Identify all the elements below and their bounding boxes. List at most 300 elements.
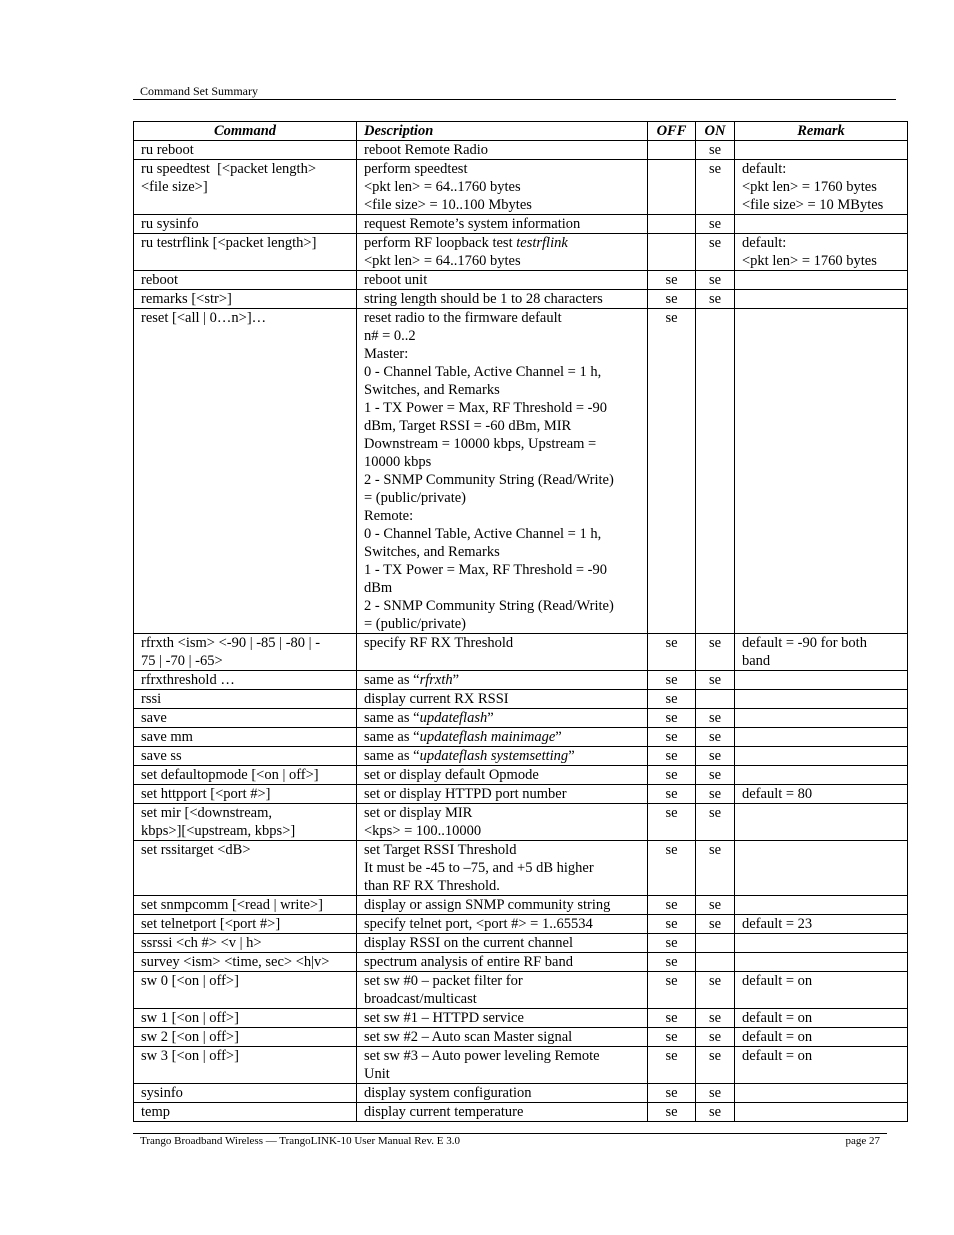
command-text: ssrssi <ch #> <v | h> — [141, 935, 262, 951]
description-text: than RF RX Threshold. — [364, 878, 500, 894]
description-text: same as “ — [364, 710, 420, 726]
description-cell — [357, 785, 648, 804]
description-text: ” — [555, 729, 562, 745]
description-text: broadcast/multicast — [364, 991, 477, 1007]
off-cell — [648, 215, 696, 234]
description-text: spectrum analysis of entire RF band — [364, 954, 573, 970]
description-line — [364, 877, 640, 895]
off-cell: se — [648, 1028, 696, 1047]
description-line — [364, 785, 640, 803]
remark-text: default: — [742, 161, 787, 177]
table-row — [134, 728, 908, 747]
description-italic-text: updateflash mainimage — [419, 729, 556, 745]
table-header-row — [134, 122, 908, 141]
description-line — [364, 525, 640, 543]
description-line — [364, 271, 640, 289]
description-text: set or display MIR — [364, 805, 473, 821]
remark-cell — [735, 634, 908, 671]
command-cell — [134, 841, 357, 896]
command-text: sysinfo — [141, 1085, 183, 1101]
description-line — [364, 1047, 640, 1065]
remark-cell — [735, 953, 908, 972]
description-cell — [357, 1103, 648, 1122]
description-cell — [357, 934, 648, 953]
footer-rule — [133, 1133, 887, 1134]
command-text: set defaultopmode [<on | off>] — [141, 767, 319, 783]
table-row — [134, 690, 908, 709]
description-line — [364, 1084, 640, 1102]
off-cell: se — [648, 271, 696, 290]
description-italic-text: updateflash systemsetting — [419, 748, 569, 764]
command-text: <file size>] — [141, 179, 208, 195]
description-cell — [357, 747, 648, 766]
description-line — [364, 579, 640, 597]
description-text: set sw #2 – Auto scan Master signal — [364, 1029, 573, 1045]
on-cell — [696, 953, 735, 972]
command-text: reboot — [141, 272, 179, 288]
description-line — [364, 1028, 640, 1046]
remark-cell — [735, 1103, 908, 1122]
table-row — [134, 141, 908, 160]
description-line — [364, 399, 640, 417]
description-text: Remote: — [364, 508, 414, 524]
command-text: ru sysinfo — [141, 216, 199, 232]
description-text: string length should be 1 to 28 characters — [364, 291, 603, 307]
on-cell — [696, 934, 735, 953]
off-cell: se — [648, 747, 696, 766]
description-cell — [357, 160, 648, 215]
description-line — [364, 1065, 640, 1083]
command-cell — [134, 915, 357, 934]
table-row — [134, 766, 908, 785]
command-cell — [134, 934, 357, 953]
remark-cell — [735, 728, 908, 747]
command-cell — [134, 1009, 357, 1028]
remark-cell — [735, 271, 908, 290]
command-cell — [134, 215, 357, 234]
remark-cell — [735, 160, 908, 215]
description-line — [364, 160, 640, 178]
description-line — [364, 953, 640, 971]
description-cell — [357, 1084, 648, 1103]
command-cell — [134, 1103, 357, 1122]
description-cell — [357, 234, 648, 271]
description-text: perform RF loopback test — [364, 235, 517, 251]
description-line — [364, 489, 640, 507]
command-text: ru reboot — [141, 142, 194, 158]
off-cell: se — [648, 671, 696, 690]
command-text: kbps>][<upstream, kbps>] — [141, 823, 296, 839]
description-cell — [357, 290, 648, 309]
table-row — [134, 915, 908, 934]
description-line — [364, 597, 640, 615]
footer-manual-title: Trango Broadband Wireless — TrangoLINK-10 User Manual Rev. E 3.0 — [140, 1135, 460, 1147]
table-row — [134, 1103, 908, 1122]
table-row — [134, 841, 908, 896]
description-text: dBm, Target RSSI = -60 dBm, MIR — [364, 418, 572, 434]
description-line — [364, 543, 640, 561]
column-header-remark: Remark — [735, 122, 908, 141]
remark-cell — [735, 915, 908, 934]
command-cell — [134, 671, 357, 690]
description-line — [364, 417, 640, 435]
column-header-on: ON — [696, 122, 735, 141]
description-line — [364, 141, 640, 159]
description-cell — [357, 671, 648, 690]
remark-cell — [735, 972, 908, 1009]
description-line — [364, 345, 640, 363]
description-text: = (public/private) — [364, 490, 466, 506]
command-cell — [134, 271, 357, 290]
description-text: dBm — [364, 580, 393, 596]
remark-text: default: — [742, 235, 787, 251]
off-cell: se — [648, 1084, 696, 1103]
command-cell — [134, 728, 357, 747]
description-cell — [357, 972, 648, 1009]
remark-cell — [735, 709, 908, 728]
off-cell — [648, 234, 696, 271]
off-cell: se — [648, 1047, 696, 1084]
on-cell: se — [696, 709, 735, 728]
description-text: = (public/private) — [364, 616, 466, 632]
description-text: <pkt len> = 64..1760 bytes — [364, 179, 521, 195]
table-row — [134, 290, 908, 309]
on-cell: se — [696, 896, 735, 915]
off-cell: se — [648, 896, 696, 915]
description-cell — [357, 953, 648, 972]
command-cell — [134, 634, 357, 671]
description-text: set or display HTTPD port number — [364, 786, 567, 802]
command-cell — [134, 804, 357, 841]
command-text: set httpport [<port #>] — [141, 786, 271, 802]
description-cell — [357, 841, 648, 896]
description-cell — [357, 915, 648, 934]
description-line — [364, 972, 640, 990]
description-text: 2 - SNMP Community String (Read/Write) — [364, 598, 614, 614]
description-text: It must be -45 to –75, and +5 dB higher — [364, 860, 594, 876]
on-cell: se — [696, 215, 735, 234]
description-text: request Remote’s system information — [364, 216, 581, 232]
off-cell: se — [648, 709, 696, 728]
on-cell: se — [696, 271, 735, 290]
description-line — [364, 896, 640, 914]
description-text: reset radio to the firmware default — [364, 310, 562, 326]
description-line — [364, 561, 640, 579]
on-cell: se — [696, 747, 735, 766]
command-cell — [134, 709, 357, 728]
remark-cell — [735, 766, 908, 785]
command-text: save ss — [141, 748, 182, 764]
description-text: Master: — [364, 346, 409, 362]
on-cell — [696, 309, 735, 634]
command-cell — [134, 234, 357, 271]
description-text: 2 - SNMP Community String (Read/Write) — [364, 472, 614, 488]
description-line — [364, 1103, 640, 1121]
remark-cell — [735, 747, 908, 766]
description-text: same as “ — [364, 729, 420, 745]
remark-cell — [735, 690, 908, 709]
off-cell: se — [648, 634, 696, 671]
off-cell: se — [648, 972, 696, 1009]
description-text: <pkt len> = 64..1760 bytes — [364, 253, 521, 269]
description-line — [364, 215, 640, 233]
remark-cell — [735, 841, 908, 896]
off-cell — [648, 160, 696, 215]
table-row — [134, 953, 908, 972]
description-text: set or display default Opmode — [364, 767, 539, 783]
remark-cell — [735, 671, 908, 690]
description-line — [364, 804, 640, 822]
description-text: ” — [487, 710, 494, 726]
description-line — [364, 915, 640, 933]
description-text: 0 - Channel Table, Active Channel = 1 h, — [364, 364, 602, 380]
on-cell: se — [696, 841, 735, 896]
off-cell: se — [648, 766, 696, 785]
remark-cell — [735, 896, 908, 915]
on-cell: se — [696, 785, 735, 804]
off-cell: se — [648, 309, 696, 634]
remark-cell — [735, 1047, 908, 1084]
description-text: <file size> = 10..100 Mbytes — [364, 197, 532, 213]
table-row — [134, 804, 908, 841]
on-cell: se — [696, 1009, 735, 1028]
command-text: sw 0 [<on | off>] — [141, 973, 239, 989]
on-cell: se — [696, 290, 735, 309]
remark-text: <file size> = 10 MBytes — [742, 197, 884, 213]
footer-page-number: page 27 — [845, 1135, 880, 1147]
command-text: sw 2 [<on | off>] — [141, 1029, 239, 1045]
remark-cell — [735, 785, 908, 804]
remark-text: default = 23 — [742, 916, 813, 932]
description-italic-text: rfrxth — [419, 672, 453, 688]
description-line — [364, 471, 640, 489]
command-cell — [134, 1084, 357, 1103]
table-row — [134, 634, 908, 671]
description-text: Switches, and Remarks — [364, 544, 500, 560]
table-row — [134, 271, 908, 290]
command-text: reset [<all | 0…n>]… — [141, 310, 267, 326]
command-cell — [134, 766, 357, 785]
command-text: 75 | -70 | -65> — [141, 653, 223, 669]
remark-cell — [735, 234, 908, 271]
off-cell: se — [648, 934, 696, 953]
description-line — [364, 634, 640, 652]
description-line — [364, 196, 640, 214]
command-table — [133, 121, 908, 1122]
description-line — [364, 841, 640, 859]
remark-text: <pkt len> = 1760 bytes — [742, 179, 877, 195]
remark-cell — [735, 1084, 908, 1103]
command-cell — [134, 785, 357, 804]
description-line — [364, 178, 640, 196]
description-text: same as “ — [364, 748, 420, 764]
description-cell — [357, 709, 648, 728]
command-text: set telnetport [<port #>] — [141, 916, 281, 932]
command-text: ru speedtest [<packet length> — [141, 161, 316, 177]
description-text: set sw #1 – HTTPD service — [364, 1010, 524, 1026]
table-row — [134, 747, 908, 766]
description-cell — [357, 1028, 648, 1047]
table-row — [134, 234, 908, 271]
command-text: rssi — [141, 691, 162, 707]
description-text: display RSSI on the current channel — [364, 935, 573, 951]
command-cell — [134, 290, 357, 309]
command-text: set snmpcomm [<read | write>] — [141, 897, 323, 913]
description-line — [364, 934, 640, 952]
off-cell: se — [648, 290, 696, 309]
remark-cell — [735, 1009, 908, 1028]
table-row — [134, 309, 908, 634]
on-cell: se — [696, 766, 735, 785]
command-text: save mm — [141, 729, 193, 745]
description-line — [364, 615, 640, 633]
description-italic-text: testrflink — [516, 235, 568, 251]
off-cell: se — [648, 953, 696, 972]
remark-text: default = on — [742, 1029, 813, 1045]
description-text: 1 - TX Power = Max, RF Threshold = -90 — [364, 562, 607, 578]
off-cell: se — [648, 804, 696, 841]
description-text: 10000 kbps — [364, 454, 432, 470]
description-line — [364, 709, 640, 727]
description-text: reboot Remote Radio — [364, 142, 489, 158]
on-cell: se — [696, 972, 735, 1009]
on-cell: se — [696, 141, 735, 160]
description-text: reboot unit — [364, 272, 428, 288]
on-cell: se — [696, 160, 735, 215]
column-header-off: OFF — [648, 122, 696, 141]
column-header-command: Command — [134, 122, 357, 141]
remark-text: default = on — [742, 1048, 813, 1064]
command-text: remarks [<str>] — [141, 291, 232, 307]
description-text: display current RX RSSI — [364, 691, 509, 707]
description-text: ” — [452, 672, 460, 688]
description-line — [364, 252, 640, 270]
command-cell — [134, 690, 357, 709]
command-cell — [134, 141, 357, 160]
off-cell: se — [648, 1009, 696, 1028]
on-cell — [696, 690, 735, 709]
command-text: set rssitarget <dB> — [141, 842, 251, 858]
remark-text: default = -90 for both — [742, 635, 867, 651]
command-cell — [134, 309, 357, 634]
on-cell: se — [696, 1103, 735, 1122]
command-text: rfrxth <ism> <-90 | -85 | -80 | - — [141, 635, 321, 651]
description-line — [364, 990, 640, 1008]
table-row — [134, 1047, 908, 1084]
on-cell: se — [696, 728, 735, 747]
description-text: set sw #0 – packet filter for — [364, 973, 523, 989]
description-cell — [357, 1009, 648, 1028]
description-italic-text: updateflash — [419, 710, 488, 726]
remark-cell — [735, 804, 908, 841]
table-row — [134, 934, 908, 953]
remark-cell — [735, 215, 908, 234]
table-row — [134, 896, 908, 915]
remark-cell — [735, 290, 908, 309]
table-row — [134, 215, 908, 234]
table-row — [134, 785, 908, 804]
description-cell — [357, 766, 648, 785]
command-cell — [134, 972, 357, 1009]
description-line — [364, 309, 640, 327]
description-cell — [357, 896, 648, 915]
remark-cell — [735, 934, 908, 953]
on-cell: se — [696, 234, 735, 271]
on-cell: se — [696, 634, 735, 671]
remark-cell — [735, 1028, 908, 1047]
description-cell — [357, 271, 648, 290]
description-cell — [357, 1047, 648, 1084]
table-row — [134, 972, 908, 1009]
command-cell — [134, 160, 357, 215]
command-text: temp — [141, 1104, 170, 1120]
command-text: save — [141, 710, 167, 726]
description-text: 1 - TX Power = Max, RF Threshold = -90 — [364, 400, 607, 416]
description-text: ” — [568, 748, 575, 764]
off-cell: se — [648, 690, 696, 709]
command-cell — [134, 747, 357, 766]
description-cell — [357, 634, 648, 671]
description-cell — [357, 728, 648, 747]
remark-cell — [735, 141, 908, 160]
table-row — [134, 1084, 908, 1103]
description-text: set Target RSSI Threshold — [364, 842, 517, 858]
description-line — [364, 507, 640, 525]
description-cell — [357, 804, 648, 841]
command-text: sw 1 [<on | off>] — [141, 1010, 239, 1026]
remark-cell — [735, 309, 908, 634]
description-cell — [357, 690, 648, 709]
description-line — [364, 453, 640, 471]
remark-text: <pkt len> = 1760 bytes — [742, 253, 877, 269]
off-cell — [648, 141, 696, 160]
off-cell: se — [648, 915, 696, 934]
on-cell: se — [696, 1084, 735, 1103]
description-text: same as “ — [364, 672, 420, 688]
description-line — [364, 327, 640, 345]
description-line — [364, 363, 640, 381]
description-line — [364, 671, 640, 689]
description-cell — [357, 141, 648, 160]
on-cell: se — [696, 1047, 735, 1084]
description-text: n# = 0..2 — [364, 328, 416, 344]
table-row — [134, 709, 908, 728]
description-text: perform speedtest — [364, 161, 468, 177]
description-line — [364, 747, 640, 765]
table-row — [134, 671, 908, 690]
description-text: specify telnet port, <port #> = 1..65534 — [364, 916, 593, 932]
description-text: specify RF RX Threshold — [364, 635, 514, 651]
command-text: sw 3 [<on | off>] — [141, 1048, 239, 1064]
description-line — [364, 822, 640, 840]
command-text: survey <ism> <time, sec> <h|v> — [141, 954, 330, 970]
description-line — [364, 859, 640, 877]
description-line — [364, 234, 640, 252]
command-cell — [134, 896, 357, 915]
description-text: set sw #3 – Auto power leveling Remote — [364, 1048, 600, 1064]
description-text: <kps> = 100..10000 — [364, 823, 482, 839]
description-text: 0 - Channel Table, Active Channel = 1 h, — [364, 526, 602, 542]
description-cell — [357, 215, 648, 234]
description-text: display current temperature — [364, 1104, 524, 1120]
table-row — [134, 160, 908, 215]
description-line — [364, 1009, 640, 1027]
command-text: rfrxthreshold … — [141, 672, 235, 688]
off-cell: se — [648, 785, 696, 804]
description-line — [364, 290, 640, 308]
description-cell — [357, 309, 648, 634]
header-rule — [133, 99, 896, 100]
